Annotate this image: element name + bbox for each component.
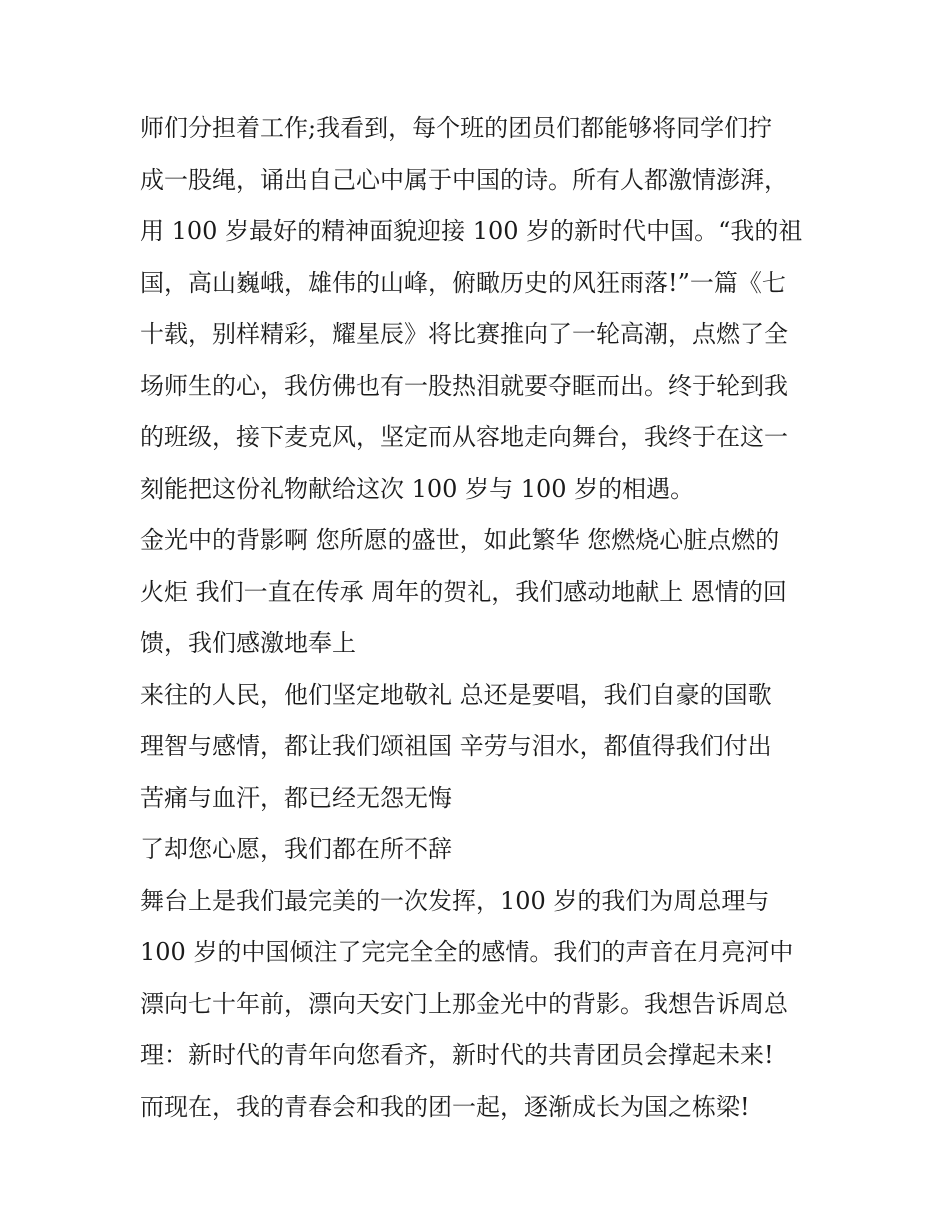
text-line: 师们分担着工作;我看到，每个班的团员们都能够将同学们拧	[140, 114, 773, 142]
text-line: 理：新时代的青年向您看齐，新时代的共青团员会撑起未来!	[140, 1041, 774, 1069]
text-line: 舞台上是我们最完美的一次发挥，100 岁的我们为周总理与	[140, 886, 770, 915]
text-line: 而现在，我的青春会和我的团一起，逐渐成长为国之栋梁!	[140, 1092, 750, 1121]
text-line: 的班级，接下麦克风，坚定而从容地走向舞台，我终于在这一	[140, 423, 788, 451]
text-line: 馈，我们感激地奉上	[140, 629, 356, 657]
text-line: 100 岁的中国倾注了完完全全的感情。我们的声音在月亮河中	[140, 938, 794, 966]
text-line: 刻能把这份礼物献给这次 100 岁与 100 岁的相遇。	[140, 474, 695, 503]
text-line: 场师生的心，我仿佛也有一股热泪就要夺眶而出。终于轮到我	[140, 371, 788, 400]
text-line: 国，高山巍峨，雄伟的山峰，俯瞰历史的风狂雨落!”一篇《七	[140, 268, 786, 297]
text-line: 火炬 我们一直在传承 周年的贺礼，我们感动地献上 恩情的回	[140, 577, 787, 606]
text-line: 苦痛与血汗，都已经无怨无悔	[140, 783, 452, 812]
text-line: 十载，别样精彩，耀星辰》将比赛推向了一轮高潮，点燃了全	[140, 320, 788, 348]
document-body	[140, 103, 820, 1133]
text-line: 理智与感情，都让我们颂祖国 辛劳与泪水，都值得我们付出	[140, 732, 772, 760]
text-line: 成一股绳，诵出自己心中属于中国的诗。所有人都激情澎湃，	[140, 165, 788, 194]
text-line: 金光中的背影啊 您所愿的盛世，如此繁华 您燃烧心脏点燃的	[140, 526, 780, 554]
text-line: 来往的人民，他们坚定地敬礼 总还是要唱，我们自豪的国歌	[140, 680, 772, 709]
text-line: 用 100 岁最好的精神面貌迎接 100 岁的新时代中国。“我的祖	[140, 217, 803, 245]
text-line: 了却您心愿，我们都在所不辞	[140, 835, 452, 863]
text-line: 漂向七十年前，漂向天安门上那金光中的背影。我想告诉周总	[140, 989, 788, 1018]
